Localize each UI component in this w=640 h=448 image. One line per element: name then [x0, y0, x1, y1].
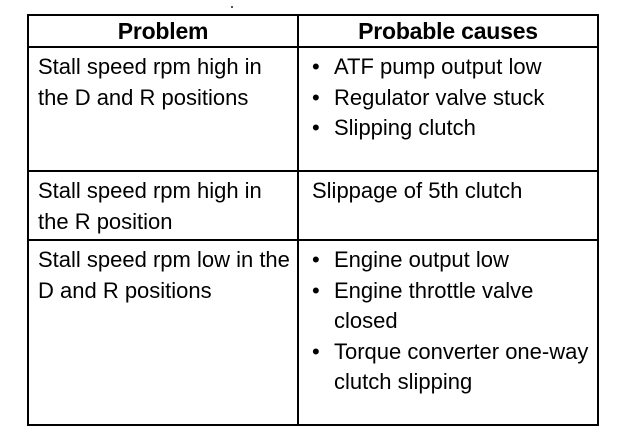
causes-cell [298, 47, 598, 171]
cause-item [312, 337, 593, 398]
problem-cell [28, 240, 298, 425]
cause-text: Torque converter one-way clutch slipping [334, 338, 589, 394]
bullet-icon: • [312, 338, 320, 364]
cause-item [312, 52, 593, 83]
causes-header: Probable causes [298, 15, 598, 47]
cause-text: Regulator valve stuck [334, 84, 545, 110]
header-row [28, 15, 598, 47]
cause-item [312, 276, 593, 337]
bullet-icon: • [312, 54, 320, 79]
problem-cell [28, 171, 298, 240]
cause-text: ATF pump output low [334, 54, 542, 79]
bullet-icon: • [312, 277, 320, 303]
problem-text: Stall speed rpm high in the D and R positions [38, 54, 262, 110]
table-row [28, 47, 598, 171]
bullet-icon: • [312, 84, 320, 110]
problem-text: Stall speed rpm low in the D and R positions [38, 247, 290, 303]
cause-text: Slippage of 5th clutch [312, 178, 523, 203]
cause-text: Engine throttle valve closed [334, 277, 534, 333]
problem-header: Problem [28, 15, 298, 47]
cause-item [312, 113, 593, 144]
cause-text: Slipping clutch [334, 115, 476, 140]
cause-item [312, 83, 593, 114]
causes-cell [298, 240, 598, 425]
cause-text: Engine output low [334, 247, 509, 272]
causes-list [299, 48, 597, 146]
bullet-icon: • [312, 247, 320, 272]
troubleshooting-table [27, 14, 599, 426]
scan-speck [231, 6, 233, 8]
bullet-icon: • [312, 115, 320, 140]
problem-text: Stall speed rpm high in the R position [38, 178, 262, 234]
problem-cell [28, 47, 298, 171]
cause-item [312, 245, 593, 276]
causes-list [299, 241, 597, 400]
causes-cell [298, 171, 598, 240]
table-row [28, 171, 598, 240]
table-row [28, 240, 598, 425]
